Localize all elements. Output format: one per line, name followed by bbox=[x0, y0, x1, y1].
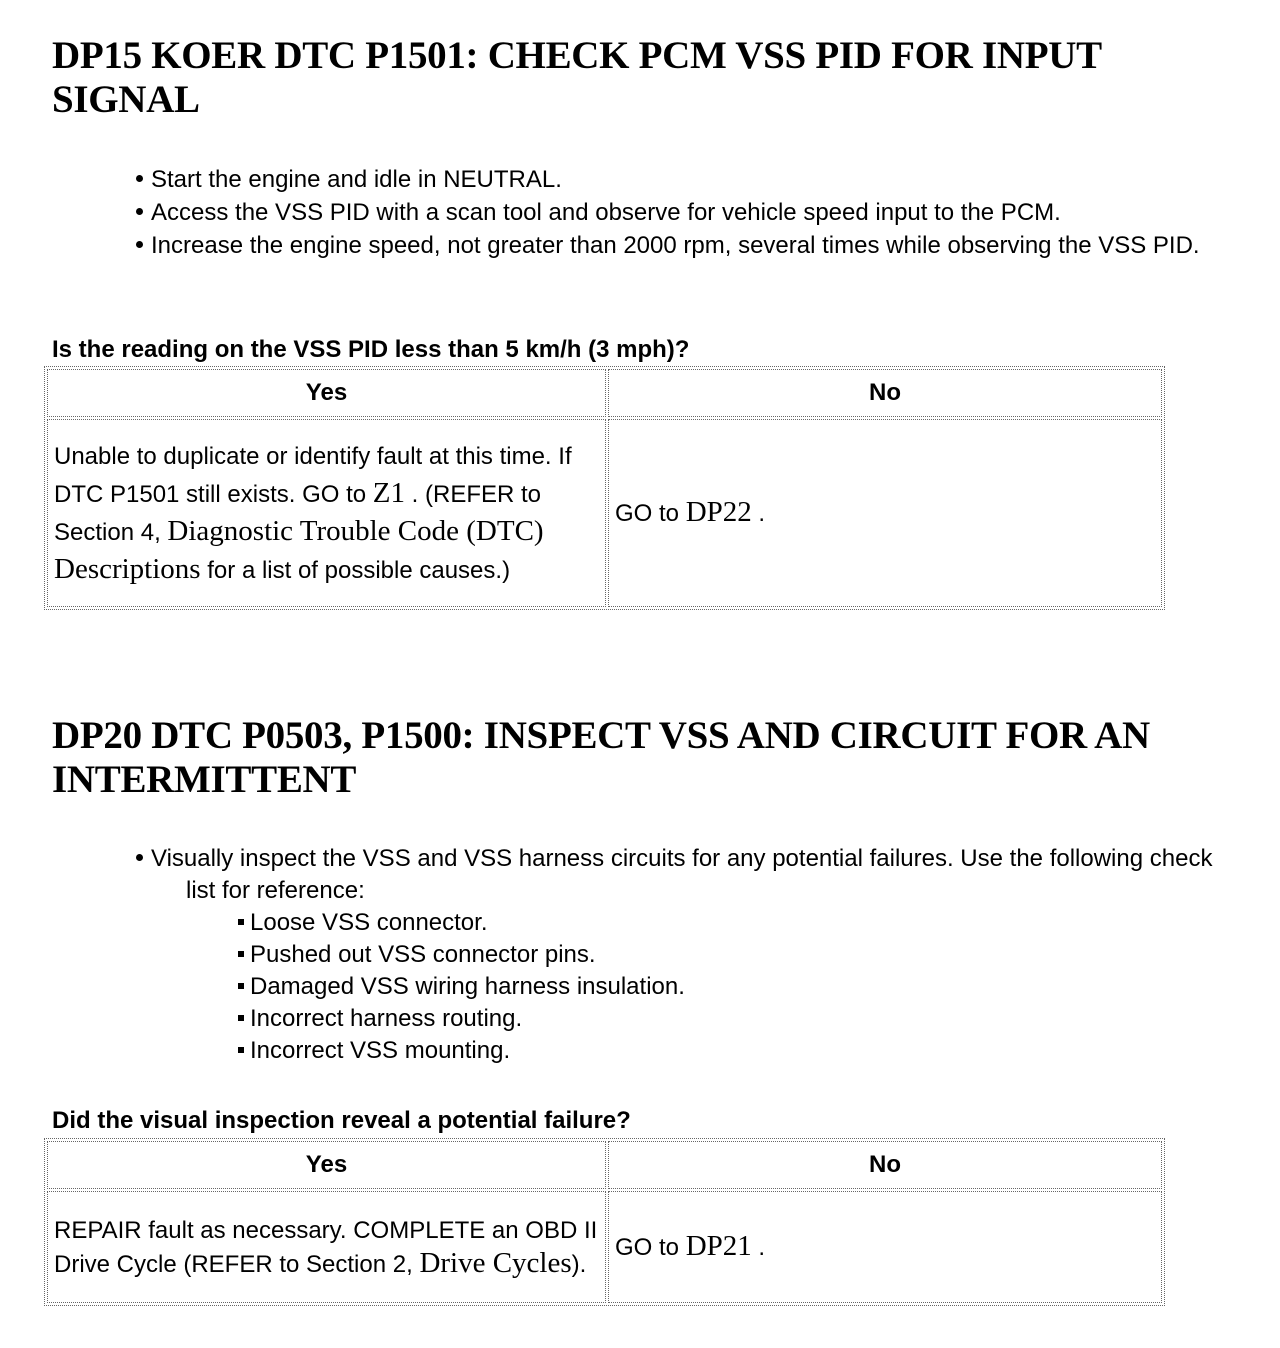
square-bullet-icon bbox=[238, 919, 244, 925]
bullet-icon bbox=[136, 175, 143, 182]
link-dp21[interactable]: DP21 bbox=[685, 1230, 752, 1262]
list-item: Increase the engine speed, not greater than 2000 rpm, several times while observing the VSS PID. bbox=[136, 229, 1280, 262]
list-item: Start the engine and idle in NEUTRAL. bbox=[136, 163, 1256, 196]
link-dp22[interactable]: DP22 bbox=[685, 496, 752, 528]
dp20-title: DP20 DTC P0503, P1500: INSPECT VSS AND CIRCUIT FOR AN INTERMITTENT bbox=[52, 714, 1150, 801]
bullet-icon bbox=[136, 241, 143, 248]
list-item: Loose VSS connector. bbox=[238, 907, 1280, 939]
list-item: Visually inspect the VSS and VSS harness circuits for any potential failures. Use the following check list for reference: bbox=[136, 843, 1246, 907]
list-item: Damaged VSS wiring harness insulation. bbox=[238, 971, 1280, 1003]
yes-header: Yes bbox=[47, 1141, 606, 1189]
dp20-question: Did the visual inspection reveal a potential failure? bbox=[52, 1107, 631, 1134]
dp20-answer-table bbox=[44, 1138, 1165, 1306]
bullet-icon bbox=[136, 208, 143, 215]
dp15-steps bbox=[136, 163, 1256, 262]
link-drive-cycles[interactable]: Drive Cycles bbox=[419, 1246, 572, 1279]
bullet-icon bbox=[136, 854, 143, 861]
no-cell: GO to DP21 . bbox=[608, 1191, 1162, 1303]
list-item: Incorrect VSS mounting. bbox=[238, 1035, 1280, 1067]
no-cell: GO to DP22 . bbox=[608, 419, 1162, 607]
dp15-question: Is the reading on the VSS PID less than 5 km/h (3 mph)? bbox=[52, 336, 690, 363]
dp15-answer-table bbox=[44, 366, 1165, 610]
square-bullet-icon bbox=[238, 983, 244, 989]
square-bullet-icon bbox=[238, 1015, 244, 1021]
yes-cell: Unable to duplicate or identify fault at this time. If DTC P1501 still exists. GO to Z1 . (REFER to Section 4, Diagnostic Trouble Code (DTC) Descriptions for a list of possible causes.) bbox=[47, 419, 606, 607]
no-header: No bbox=[608, 369, 1162, 417]
dp20-steps bbox=[136, 843, 1256, 907]
square-bullet-icon bbox=[238, 1047, 244, 1053]
dp15-title: DP15 KOER DTC P1501: CHECK PCM VSS PID FOR INPUT SIGNAL bbox=[52, 34, 1102, 121]
square-bullet-icon bbox=[238, 951, 244, 957]
yes-header: Yes bbox=[47, 369, 606, 417]
dp20-checklist bbox=[238, 907, 1280, 1067]
list-item: Access the VSS PID with a scan tool and observe for vehicle speed input to the PCM. bbox=[136, 196, 1256, 229]
yes-cell: REPAIR fault as necessary. COMPLETE an OBD II Drive Cycle (REFER to Section 2, Drive Cycles). bbox=[47, 1191, 606, 1303]
list-item: Incorrect harness routing. bbox=[238, 1003, 1280, 1035]
link-z1[interactable]: Z1 bbox=[372, 476, 405, 509]
no-header: No bbox=[608, 1141, 1162, 1189]
link-dtc-descriptions[interactable]: Diagnostic Trouble Code (DTC) Descriptions bbox=[54, 514, 544, 585]
list-item: Pushed out VSS connector pins. bbox=[238, 939, 1280, 971]
